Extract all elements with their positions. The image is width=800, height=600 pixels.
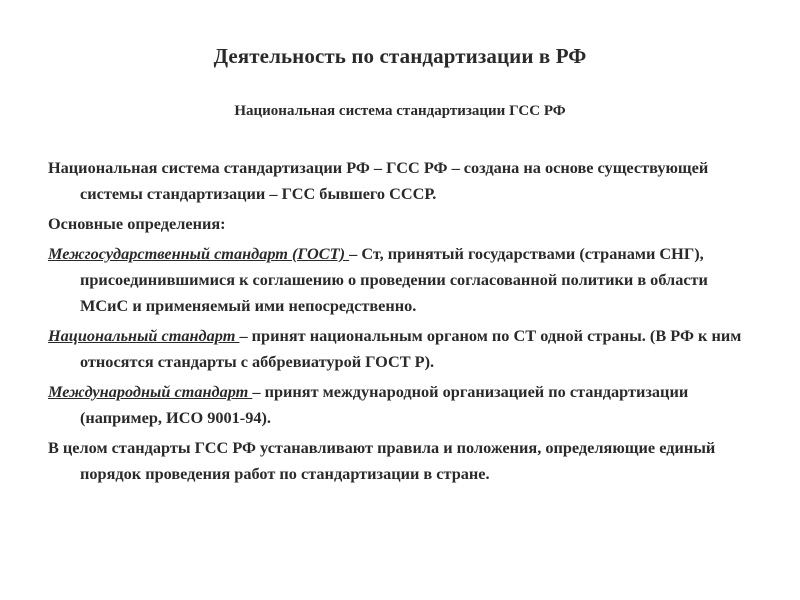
paragraph-national-standard: [48, 323, 748, 375]
paragraph-intro: [48, 155, 748, 207]
paragraph-text: Национальная система стандартизации РФ – ГСС РФ – создана на основе существующей системы стандартизации – ГСС бывшего СССР.: [48, 158, 709, 203]
paragraph-text: – принят национальным органом по СТ одной страны. (В РФ к ним относятся стандарты с аббревиатурой ГОСТ Р).: [80, 326, 742, 371]
paragraph-text: В целом стандарты ГСС РФ устанавливают правила и положения, определяющие единый порядок проведения работ по стандартизации в стране.: [48, 438, 716, 483]
paragraph-definitions-heading: [48, 211, 748, 237]
paragraph-summary: [48, 435, 748, 487]
paragraph-interstate-standard: [48, 241, 748, 319]
paragraph-text: – принят международной организацией по стандартизации (например, ИСО 9001-94).: [80, 382, 689, 427]
slide-body: [48, 155, 748, 487]
slide-title: Деятельность по стандартизации в РФ: [213, 44, 587, 68]
term-interstate-standard: Межгосударственный стандарт (ГОСТ): [48, 244, 350, 263]
paragraph-text: Основные определения:: [48, 214, 226, 233]
slide-subtitle: Национальная система стандартизации ГСС РФ: [234, 103, 566, 119]
paragraph-international-standard: [48, 379, 748, 431]
term-international-standard: Международный стандарт: [48, 382, 253, 401]
paragraph-text: – Ст, принятый государствами (странами СНГ), присоединившимися к соглашению о проведении согласованной политики в области МСиС и применяемый ими непосредственно.: [80, 244, 708, 315]
term-national-standard: Национальный стандарт: [48, 326, 240, 345]
